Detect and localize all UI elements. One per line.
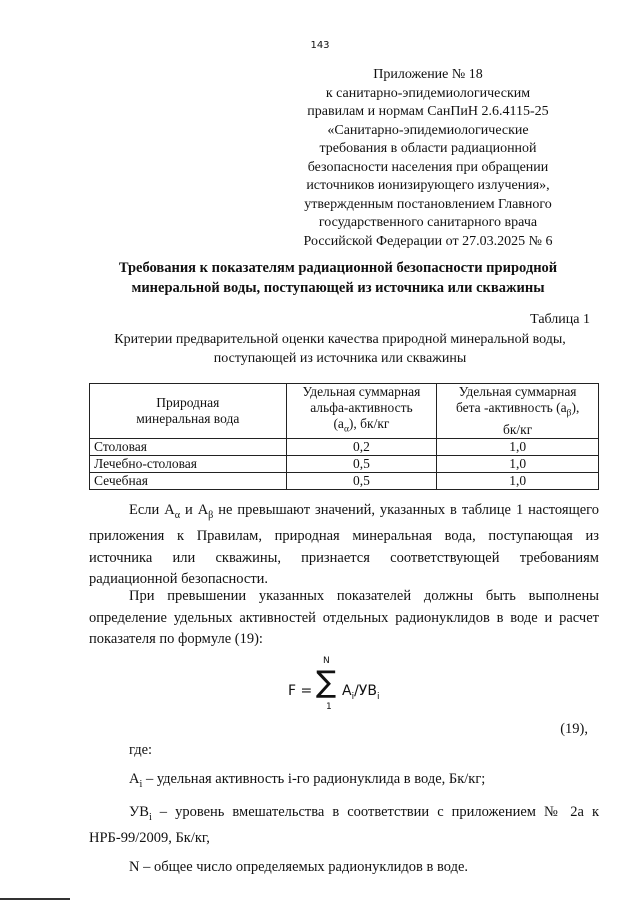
definition-item bbox=[89, 769, 599, 795]
table-row bbox=[90, 472, 599, 489]
document-title bbox=[88, 258, 588, 298]
header-fragment: бета -активность (а bbox=[455, 400, 567, 415]
header-fragment: ), бк/кг bbox=[348, 416, 390, 431]
cell-alpha: 0,5 bbox=[286, 455, 437, 472]
title-line-1: Требования к показателям радиационной безопасности природной bbox=[118, 260, 558, 276]
appendix-header bbox=[268, 66, 588, 251]
table-row bbox=[90, 455, 599, 472]
equation-number: (19), bbox=[560, 721, 588, 737]
text-fragment: не превышают значений, указанных в таблице 1 настоящего приложения к Правилам, природная минеральная вода, поступающая из источника или скважины, признается соответствующей требованиям радиационной безопасности. bbox=[89, 502, 600, 588]
cell-water-type: Столовая bbox=[90, 438, 287, 455]
formula-term: /УВ bbox=[354, 683, 377, 699]
header-text: Удельная суммарная bbox=[458, 384, 577, 399]
appendix-line: государственного санитарного врача bbox=[318, 215, 538, 230]
caption-line-2: поступающей из источника или скважины bbox=[213, 350, 467, 366]
where-label: где: bbox=[129, 742, 153, 758]
header-alpha-activity bbox=[286, 384, 437, 439]
appendix-line: Российской Федерации от 27.03.2025 № 6 bbox=[303, 233, 553, 249]
formula-lhs: F = bbox=[288, 683, 313, 699]
header-text: Удельная суммарная bbox=[302, 384, 421, 399]
appendix-line: к санитарно-эпидемиологическим bbox=[325, 85, 531, 101]
cell-beta: 1,0 bbox=[437, 455, 599, 472]
appendix-line: утвержденным постановлением Главного bbox=[304, 196, 552, 212]
definitions bbox=[89, 740, 599, 878]
caption-line-1: Критерии предварительной оценки качества природной минеральной воды, bbox=[114, 332, 566, 347]
formula-rhs bbox=[342, 683, 379, 702]
def-text: – удельная активность i-го радионуклида в воде, Бк/кг; bbox=[142, 770, 486, 787]
table-row bbox=[90, 438, 599, 455]
alpha-subscript: α bbox=[174, 509, 181, 521]
appendix-line: правилам и нормам СанПиН 2.6.4115-25 bbox=[307, 104, 549, 119]
definition-item bbox=[89, 802, 599, 850]
beta-subscript: β bbox=[208, 509, 214, 521]
appendix-line: «Санитарно-эпидемиологические bbox=[327, 122, 529, 138]
def-subscript: i bbox=[139, 778, 143, 790]
sigma-symbol: ∑ bbox=[316, 665, 337, 700]
criteria-table bbox=[89, 383, 599, 490]
def-subscript: i bbox=[148, 811, 152, 823]
appendix-line: Приложение № 18 bbox=[373, 67, 483, 82]
table-header-row bbox=[90, 384, 599, 439]
header-text: Природная bbox=[156, 394, 220, 410]
alpha-subscript: α bbox=[343, 424, 349, 435]
appendix-line: требования в области радиационной bbox=[319, 141, 537, 156]
header-beta-activity bbox=[437, 384, 599, 439]
text-fragment: Если А bbox=[129, 502, 175, 518]
text-fragment: и А bbox=[180, 502, 209, 518]
table-caption bbox=[80, 331, 600, 368]
cell-water-type: Лечебно-столовая bbox=[90, 455, 287, 472]
def-symbol: А bbox=[129, 770, 140, 787]
header-fragment: (а bbox=[333, 416, 344, 431]
cell-beta: 1,0 bbox=[437, 472, 599, 489]
formula-subscript: i bbox=[351, 691, 355, 702]
table-label: Таблица 1 bbox=[530, 312, 590, 327]
cell-alpha: 0,5 bbox=[286, 472, 437, 489]
paragraph-text: При превышении указанных показателей должны быть выполнены определение удельных активностей отдельных радионуклидов в воде и расчет показателя по формуле (19): bbox=[89, 588, 599, 647]
header-text: минеральная вода bbox=[136, 410, 240, 426]
appendix-line: безопасности населения при обращении bbox=[307, 159, 549, 175]
page-number: 143 bbox=[310, 40, 330, 51]
cell-beta: 1,0 bbox=[437, 438, 599, 455]
paragraph-limits bbox=[89, 500, 599, 591]
cell-alpha: 0,2 bbox=[286, 438, 437, 455]
header-fragment: ), bbox=[571, 400, 580, 415]
header-water-type bbox=[90, 384, 287, 439]
formula-19 bbox=[288, 656, 428, 714]
beta-subscript: β bbox=[566, 408, 572, 419]
sum-upper-limit: N bbox=[323, 656, 330, 666]
header-text: альфа-активность bbox=[310, 400, 413, 415]
cell-water-type: Сечебная bbox=[90, 472, 287, 489]
appendix-line: источников ионизирующего излучения», bbox=[306, 178, 550, 193]
paragraph-text bbox=[89, 500, 599, 591]
sum-lower-limit: 1 bbox=[326, 702, 332, 712]
paragraph-exceed bbox=[89, 586, 599, 651]
header-text: бк/кг bbox=[503, 421, 533, 437]
formula-subscript: i bbox=[376, 691, 380, 702]
formula-term: A bbox=[342, 683, 352, 699]
definition-item: N – общее число определяемых радионуклидов в воде. bbox=[129, 858, 469, 875]
def-text: – уровень вмешательства в соответствии с приложением № 2а к НРБ-99/2009, Бк/кг, bbox=[89, 803, 599, 847]
title-line-2: минеральной воды, поступающей из источника или скважины bbox=[131, 280, 545, 296]
def-symbol: УВ bbox=[129, 803, 149, 820]
header-text bbox=[441, 400, 594, 422]
scan-edge-mark bbox=[0, 898, 70, 900]
header-text bbox=[291, 416, 433, 438]
